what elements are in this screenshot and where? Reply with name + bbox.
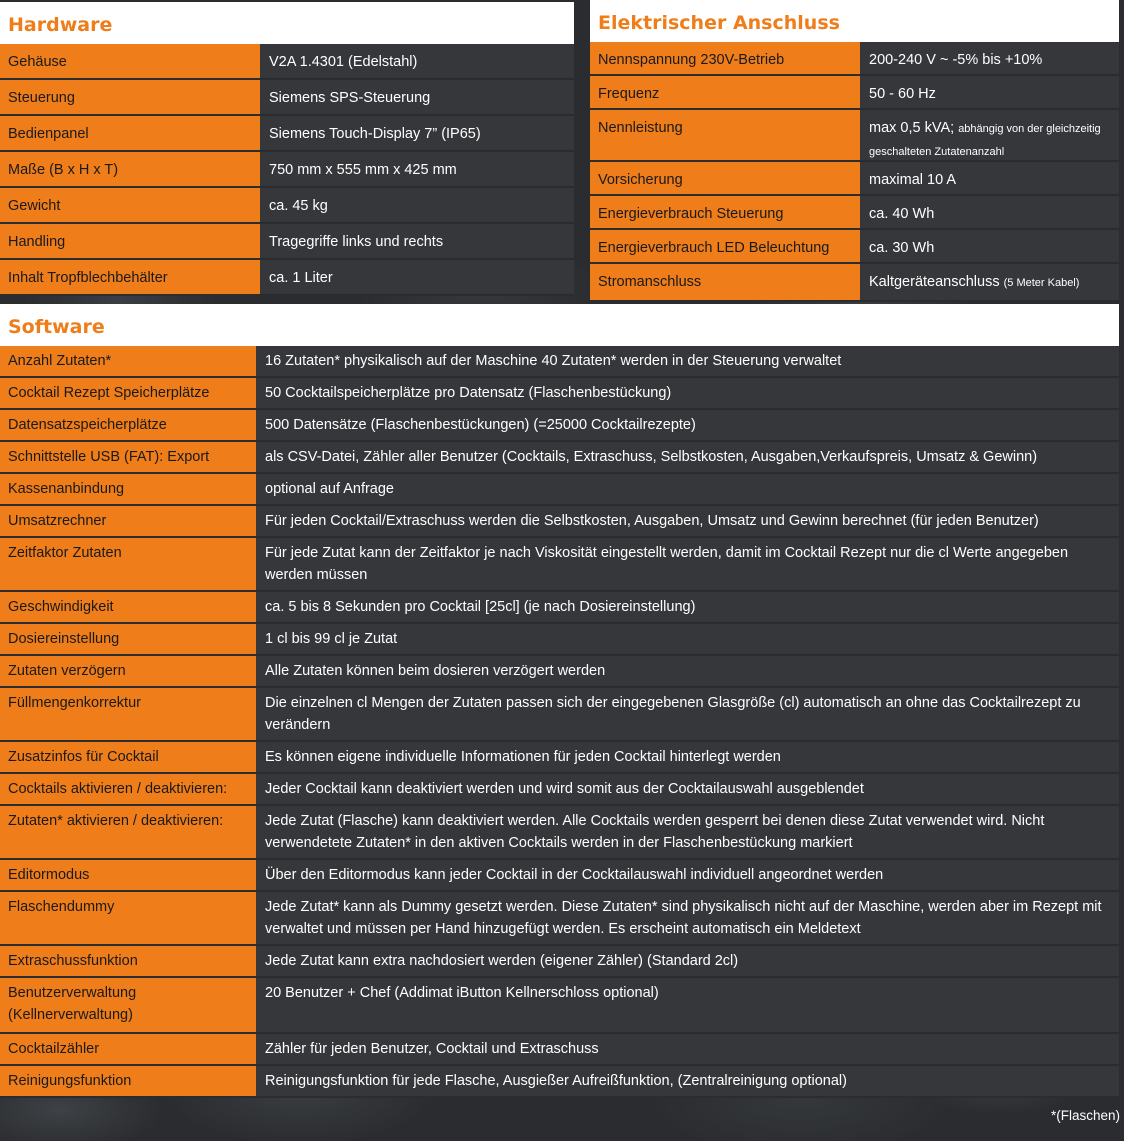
electrical-row-value xyxy=(860,196,1119,228)
electrical-row-note: (5 Meter Kabel) xyxy=(1003,277,1080,289)
software-row xyxy=(0,538,1119,592)
software-row-value-text: Es können eigene individuelle Informationen für jeden Cocktail hinterlegt werden xyxy=(265,749,781,765)
electrical-row-label: Vorsicherung xyxy=(590,162,860,194)
hardware-row-value-text: Siemens Touch-Display 7” (IP65) xyxy=(269,126,481,142)
electrical-row xyxy=(590,110,1119,162)
software-row-value-text: Zähler für jeden Benutzer, Cocktail und Extraschuss xyxy=(265,1041,599,1057)
software-row-value-text: 20 Benutzer + Chef (Addimat iButton Kellnerschloss optional) xyxy=(265,985,659,1001)
hardware-row-value-text: ca. 1 Liter xyxy=(269,270,333,286)
hardware-row-value-text: ca. 45 kg xyxy=(269,198,328,214)
hardware-row xyxy=(0,188,574,224)
software-row xyxy=(0,506,1119,538)
hardware-title: Hardware xyxy=(0,2,574,44)
hardware-row-label: Inhalt Tropfblechbehälter xyxy=(0,260,260,294)
software-row-value-text: Jede Zutat kann extra nachdosiert werden (eigener Zähler) (Standard 2cl) xyxy=(265,953,739,969)
electrical-panel xyxy=(590,0,1119,302)
hardware-table xyxy=(0,44,574,296)
electrical-row xyxy=(590,76,1119,110)
electrical-row-value-text: 50 - 60 Hz xyxy=(869,86,936,102)
software-row-value-text: Jeder Cocktail kann deaktiviert werden und wird somit aus der Cocktailauswahl ausgeblendet xyxy=(265,781,864,797)
electrical-row xyxy=(590,264,1119,302)
software-row xyxy=(0,774,1119,806)
electrical-row-value xyxy=(860,76,1119,108)
electrical-table xyxy=(590,42,1119,302)
software-row-label: Füllmengenkorrektur xyxy=(0,688,256,740)
hardware-row xyxy=(0,224,574,260)
software-table xyxy=(0,346,1119,1098)
software-row-value-text: als CSV-Datei, Zähler aller Benutzer (Cocktails, Extraschuss, Selbstkosten, Ausgaben,Verkaufspreis, Umsatz & Gewinn) xyxy=(265,449,1038,465)
software-row-value xyxy=(256,592,1119,622)
hardware-row-value xyxy=(260,116,574,150)
software-row-value-text: Alle Zutaten können beim dosieren verzögert werden xyxy=(265,663,606,679)
software-row-label: Cocktailzähler xyxy=(0,1034,256,1064)
software-panel xyxy=(0,304,1119,1098)
hardware-row xyxy=(0,116,574,152)
software-row-value xyxy=(256,474,1119,504)
hardware-row-value xyxy=(260,224,574,258)
hardware-row xyxy=(0,44,574,80)
electrical-row xyxy=(590,196,1119,230)
hardware-row-value-text: 750 mm x 555 mm x 425 mm xyxy=(269,162,457,178)
software-row-value xyxy=(256,978,1119,1032)
electrical-row-value xyxy=(860,42,1119,74)
hardware-row-label: Handling xyxy=(0,224,260,258)
software-row-value-text: Reinigungsfunktion für jede Flasche, Ausgießer Aufreißfunktion, (Zentralreinigung optional) xyxy=(265,1073,847,1089)
software-row xyxy=(0,1066,1119,1098)
electrical-row-label: Energieverbrauch LED Beleuchtung xyxy=(590,230,860,262)
software-row-value xyxy=(256,346,1119,376)
software-row-label: Umsatzrechner xyxy=(0,506,256,536)
software-row-label: Cocktails aktivieren / deaktivieren: xyxy=(0,774,256,804)
electrical-row-note: abhängig von der gleichzeitig geschalteten Zutatenanzahl xyxy=(869,123,1101,158)
software-row-value-text: optional auf Anfrage xyxy=(265,481,394,497)
software-row-label: Zeitfaktor Zutaten xyxy=(0,538,256,590)
software-row-value-text: ca. 5 bis 8 Sekunden pro Cocktail [25cl] (je nach Dosiereinstellung) xyxy=(265,599,696,615)
software-row-value xyxy=(256,1034,1119,1064)
software-row-label: Reinigungsfunktion xyxy=(0,1066,256,1096)
software-row-value xyxy=(256,860,1119,890)
electrical-title: Elektrischer Anschluss xyxy=(590,0,1119,42)
hardware-row-value xyxy=(260,188,574,222)
software-row-label: Cocktail Rezept Speicherplätze xyxy=(0,378,256,408)
software-row xyxy=(0,806,1119,860)
software-row-label: Extraschussfunktion xyxy=(0,946,256,976)
software-row xyxy=(0,442,1119,474)
software-row-label: Zusatzinfos für Cocktail xyxy=(0,742,256,772)
software-row-value xyxy=(256,892,1119,944)
hardware-row-value-text: Tragegriffe links und rechts xyxy=(269,234,444,250)
hardware-row xyxy=(0,80,574,116)
software-row-label: Flaschendummy xyxy=(0,892,256,944)
software-row-value xyxy=(256,538,1119,590)
electrical-row-value-text: ca. 40 Wh xyxy=(869,206,935,222)
software-row xyxy=(0,1034,1119,1066)
electrical-row-label: Nennspannung 230V-Betrieb xyxy=(590,42,860,74)
software-row xyxy=(0,378,1119,410)
software-row xyxy=(0,592,1119,624)
electrical-row-label: Frequenz xyxy=(590,76,860,108)
hardware-row-value-text: V2A 1.4301 (Edelstahl) xyxy=(269,54,418,70)
hardware-row-value-text: Siemens SPS-Steuerung xyxy=(269,90,431,106)
software-row-value xyxy=(256,442,1119,472)
software-row-value xyxy=(256,624,1119,654)
software-row-value-text: Jede Zutat (Flasche) kann deaktiviert werden. Alle Cocktails werden gesperrt bei denen diese Zutat verwendet wird. Nicht verwendetete Zutaten* in den aktiven Cocktails werden in der Flaschenbestückung markiert xyxy=(265,813,1045,851)
software-row xyxy=(0,892,1119,946)
hardware-row xyxy=(0,260,574,296)
software-row-value-text: 1 cl bis 99 cl je Zutat xyxy=(265,631,398,647)
software-row xyxy=(0,860,1119,892)
hardware-row xyxy=(0,152,574,188)
software-row-value-text: 16 Zutaten* physikalisch auf der Maschine 40 Zutaten* werden in der Steuerung verwaltet xyxy=(265,353,842,369)
software-row-value-text: 500 Datensätze (Flaschenbestückungen) (=25000 Cocktailrezepte) xyxy=(265,417,696,433)
electrical-row xyxy=(590,162,1119,196)
hardware-row-value xyxy=(260,260,574,294)
software-row-value xyxy=(256,410,1119,440)
software-row-value xyxy=(256,1066,1119,1096)
hardware-row-label: Gehäuse xyxy=(0,44,260,78)
software-row xyxy=(0,946,1119,978)
software-row-label: Dosiereinstellung xyxy=(0,624,256,654)
software-row-label: Zutaten verzögern xyxy=(0,656,256,686)
software-row-value xyxy=(256,506,1119,536)
software-row-label: Editormodus xyxy=(0,860,256,890)
software-row-value-text: 50 Cocktailspeicherplätze pro Datensatz (Flaschenbestückung) xyxy=(265,385,672,401)
software-row-value-text: Über den Editormodus kann jeder Cocktail in der Cocktailauswahl individuell angeordnet werden xyxy=(265,867,884,883)
software-row xyxy=(0,688,1119,742)
electrical-row-value-text: max 0,5 kVA; xyxy=(869,120,955,136)
electrical-row-label: Stromanschluss xyxy=(590,264,860,300)
electrical-row-value-text: ca. 30 Wh xyxy=(869,240,935,256)
software-row-label: Zutaten* aktivieren / deaktivieren: xyxy=(0,806,256,858)
hardware-row-label: Steuerung xyxy=(0,80,260,114)
electrical-row-label: Energieverbrauch Steuerung xyxy=(590,196,860,228)
hardware-row-value xyxy=(260,152,574,186)
electrical-row-value xyxy=(860,162,1119,194)
software-row-value-text: Die einzelnen cl Mengen der Zutaten passen sich der eingegebenen Glasgröße (cl) automatisch an ohne das Cocktailrezept zu verändern xyxy=(265,695,1081,733)
electrical-row xyxy=(590,42,1119,76)
footnote: *(Flaschen) xyxy=(1050,1108,1120,1123)
electrical-row-value-text: Kaltgeräteanschluss xyxy=(869,274,1000,290)
software-row xyxy=(0,624,1119,656)
software-row xyxy=(0,978,1119,1034)
software-row-value xyxy=(256,742,1119,772)
hardware-panel xyxy=(0,2,574,296)
software-row-value xyxy=(256,656,1119,686)
software-row xyxy=(0,474,1119,506)
electrical-row-value-text: 200-240 V ~ -5% bis +10% xyxy=(869,52,1043,68)
software-row-label: Anzahl Zutaten* xyxy=(0,346,256,376)
software-row xyxy=(0,346,1119,378)
hardware-row-value xyxy=(260,80,574,114)
hardware-row-label: Maße (B x H x T) xyxy=(0,152,260,186)
electrical-row-value xyxy=(860,110,1119,160)
software-row-label: Schnittstelle USB (FAT): Export xyxy=(0,442,256,472)
software-row-value xyxy=(256,774,1119,804)
hardware-row-value xyxy=(260,44,574,78)
electrical-row-label: Nennleistung xyxy=(590,110,860,160)
software-row xyxy=(0,742,1119,774)
electrical-row-value xyxy=(860,264,1119,300)
electrical-row-value xyxy=(860,230,1119,262)
software-row-value-text: Jede Zutat* kann als Dummy gesetzt werden. Diese Zutaten* sind physikalisch nicht auf der Maschine, werden aber im Rezept mit verwaltet und müssen per Hand hinzugefügt werden. Es erscheint automatisch ein Meldetext xyxy=(265,899,1102,937)
software-title: Software xyxy=(0,304,1119,346)
electrical-row xyxy=(590,230,1119,264)
software-row-value xyxy=(256,946,1119,976)
hardware-row-label: Bedienpanel xyxy=(0,116,260,150)
hardware-row-label: Gewicht xyxy=(0,188,260,222)
software-row-value xyxy=(256,378,1119,408)
software-row-value xyxy=(256,806,1119,858)
software-row-value-text: Für jede Zutat kann der Zeitfaktor je nach Viskosität eingestellt werden, damit im Cocktail Rezept nur die cl Werte angegeben werden müssen xyxy=(265,545,1069,583)
software-row-value-text: Für jeden Cocktail/Extraschuss werden die Selbstkosten, Ausgaben, Umsatz und Gewinn berechnet (für jeden Benutzer) xyxy=(265,513,1039,529)
software-row-label: Benutzerverwaltung (Kellnerverwaltung) xyxy=(0,978,256,1032)
electrical-row-value-text: maximal 10 A xyxy=(869,172,957,188)
software-row-label: Datensatzspeicherplätze xyxy=(0,410,256,440)
software-row-label: Kassenanbindung xyxy=(0,474,256,504)
software-row-label: Geschwindigkeit xyxy=(0,592,256,622)
software-row xyxy=(0,410,1119,442)
software-row-value xyxy=(256,688,1119,740)
software-row xyxy=(0,656,1119,688)
